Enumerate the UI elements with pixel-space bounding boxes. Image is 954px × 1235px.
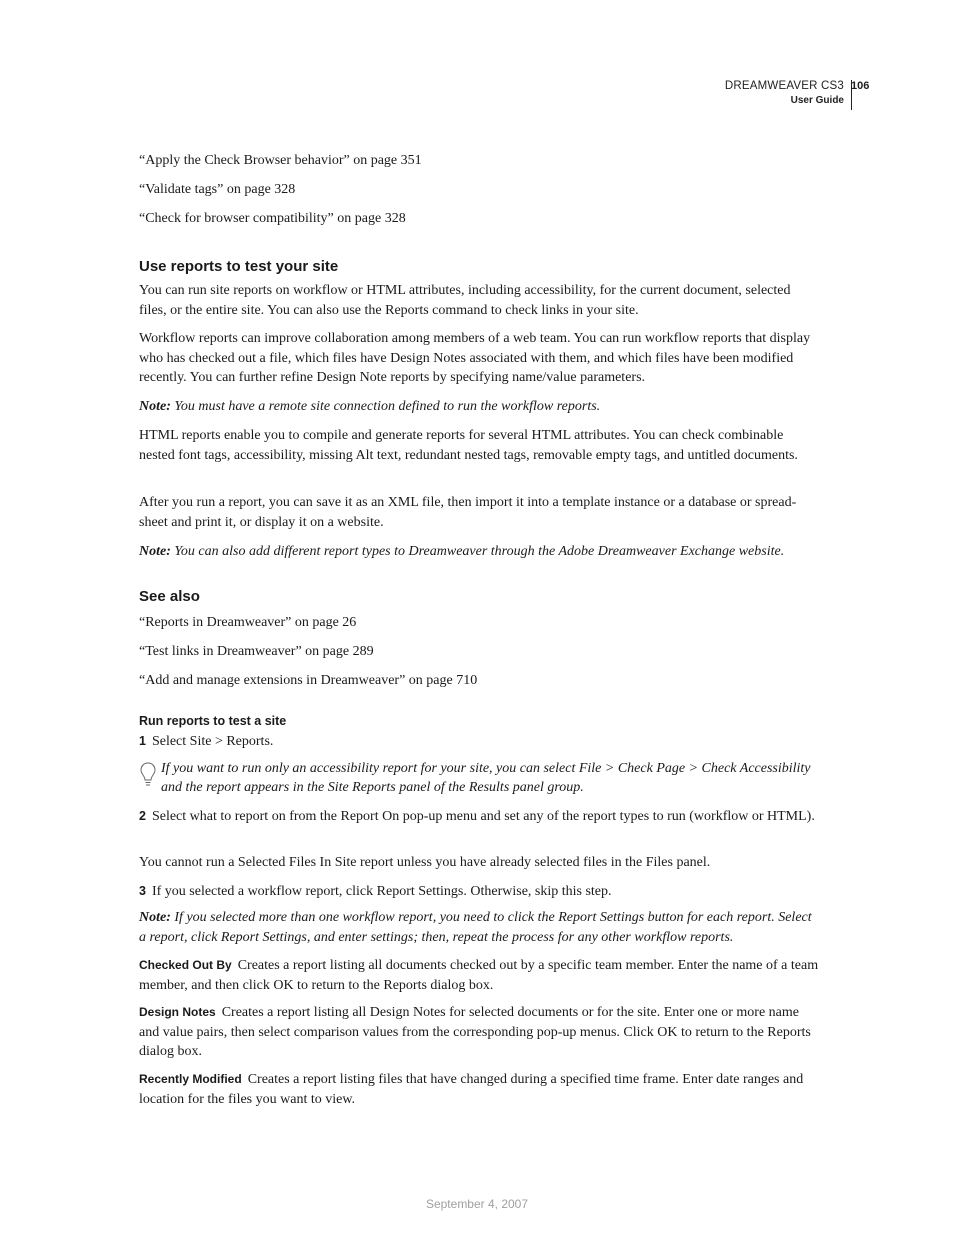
see-also-heading: See also — [139, 588, 200, 605]
running-header — [725, 78, 844, 108]
term-description: Creates a report listing files that have changed during a specified time frame. Enter date ranges and location for the files you want to view. — [139, 1072, 804, 1107]
link-check-browser[interactable]: “Apply the Check Browser behavior” on page 351 — [139, 153, 422, 168]
paragraph: You cannot run a Selected Files In Site report unless you have already selected files in the Files panel. — [139, 855, 711, 870]
term-description: Creates a report listing all Design Notes for selected documents or for the site. Enter one or more name and value pairs, then select comparison values from the corresponding pop-up menus. Click OK to return to the Reports dialog box. — [139, 1005, 811, 1059]
note-text: If you selected more than one workflow report, you need to click the Report Settings button for each report. Select a report, click Report Settings, and enter settings; then, repeat the process for any other workflow reports. — [139, 910, 812, 945]
subsection-heading-run-reports: Run reports to test a site — [139, 714, 287, 728]
term-definition — [139, 956, 819, 995]
step-text: Select Site > Reports. — [151, 734, 274, 749]
note-label: Note: — [139, 399, 171, 414]
paragraph: You can run site reports on workflow or HTML attributes, including accessibility, for the current document, selected files, or the entire site. You can also use the Reports command to check links in your site. — [139, 283, 791, 318]
term-definition — [139, 1003, 819, 1062]
paragraph: Workflow reports can improve collaboration among members of a web team. You can run workflow reports that display who has checked out a file, which files have Design Notes associated with them, and which files have been modified recently. You can further refine Design Note reports by specifying name/value parameters. — [139, 331, 811, 385]
term-definition — [139, 1070, 819, 1109]
link-test-links[interactable]: “Test links in Dreamweaver” on page 289 — [139, 644, 374, 659]
note — [139, 908, 819, 947]
step-number: 1 — [139, 734, 146, 748]
step-1 — [139, 732, 819, 752]
term-label: Checked Out By — [139, 958, 232, 972]
note-text: You must have a remote site connection defined to run the workflow reports. — [174, 399, 601, 414]
guide-name: User Guide — [790, 95, 844, 106]
step-number: 2 — [139, 809, 146, 823]
term-description: Creates a report listing all documents checked out by a specific team member. Enter the name of a team member, and then click OK to return to the Reports dialog box. — [139, 958, 819, 993]
link-add-extensions[interactable]: “Add and manage extensions in Dreamweaver” on page 710 — [139, 673, 478, 688]
link-validate-tags[interactable]: “Validate tags” on page 328 — [139, 182, 296, 197]
term-label: Design Notes — [139, 1005, 216, 1019]
step-2 — [139, 807, 819, 827]
paragraph: After you run a report, you can save it as an XML file, then import it into a template instance or a database or spread-sheet and print it, or display it on a website. — [139, 495, 797, 530]
step-3 — [139, 882, 819, 902]
section-heading-use-reports: Use reports to test your site — [139, 258, 339, 275]
link-browser-compat[interactable]: “Check for browser compatibility” on page 328 — [139, 211, 406, 226]
tip-block — [139, 759, 819, 797]
paragraph: HTML reports enable you to compile and generate reports for several HTML attributes. You can check combinable nested font tags, accessibility, missing Alt text, redundant nested tags, removable empty tags, and untitled documents. — [139, 428, 798, 463]
product-name: DREAMWEAVER CS3 — [724, 80, 844, 92]
footer-date: September 4, 2007 — [425, 1197, 529, 1211]
lightbulb-icon — [139, 761, 157, 789]
link-reports-in-dw[interactable]: “Reports in Dreamweaver” on page 26 — [139, 615, 357, 630]
note-label: Note: — [139, 910, 171, 925]
term-label: Recently Modified — [139, 1072, 242, 1086]
step-text: Select what to report on from the Report On pop-up menu and set any of the report types to run (workflow or HTML). — [151, 809, 815, 824]
page-number: 106 — [851, 80, 870, 92]
note-label: Note: — [139, 544, 171, 559]
note — [139, 397, 819, 417]
note-text: You can also add different report types to Dreamweaver through the Adobe Dreamweaver Exchange website. — [174, 544, 785, 559]
step-number: 3 — [139, 884, 146, 898]
tip-text: If you want to run only an accessibility report for your site, you can select File > Check Page > Check Accessibility and the report appears in the Site Reports panel of the Results panel group. — [161, 761, 811, 795]
note — [139, 542, 819, 562]
step-text: If you selected a workflow report, click Report Settings. Otherwise, skip this step. — [151, 884, 612, 899]
